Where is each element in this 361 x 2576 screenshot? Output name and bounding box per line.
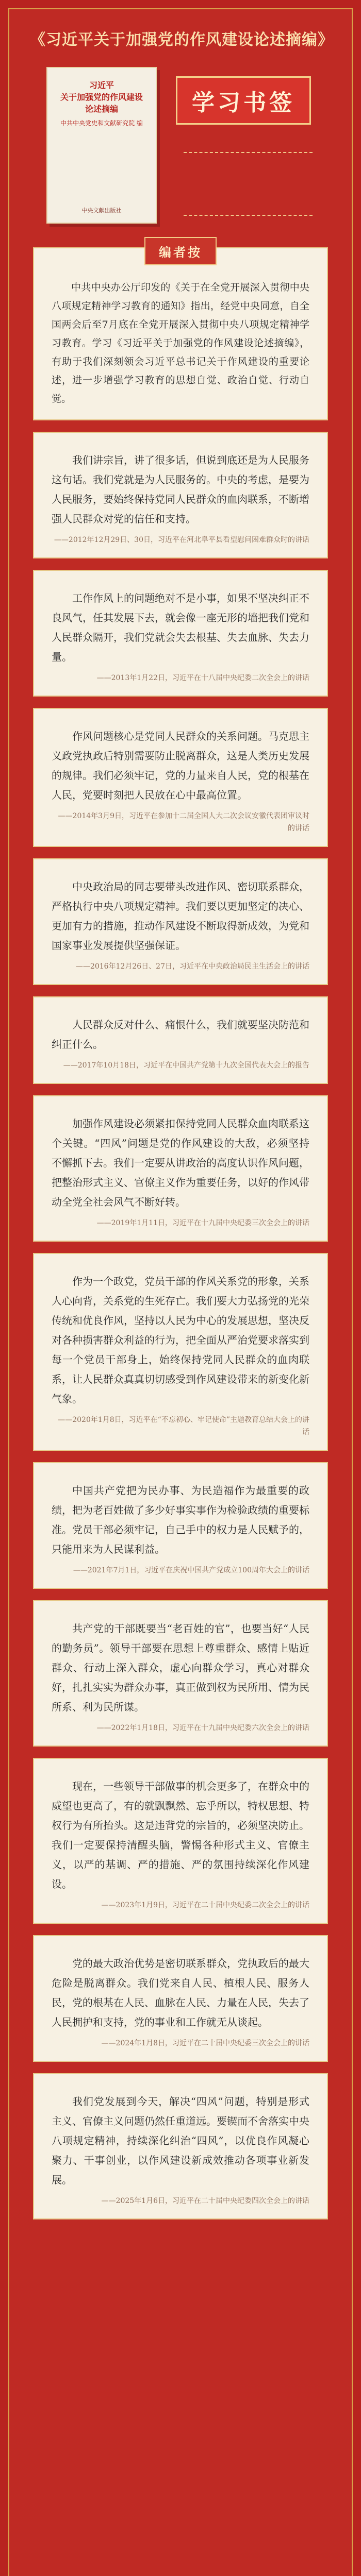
editor-note-text: 中共中央办公厅印发的《关于在全党开展深入贯彻中央八项规定精神学习教育的通知》指出，经党中央同意，自全国两会后至7月底在全党开展深入贯彻中央八项规定精神学习教育。学习《习近平关于加强党的作风建设论述摘编》，有助于我们深刻领会习近平总书记关于作风建设的重要论述，进一步增强学习教育的思想自觉、政治自觉、行动自觉。 [52, 282, 309, 404]
quote-card-6 [33, 1095, 328, 1242]
quote-card-7 [33, 1253, 328, 1451]
quote-card-3 [33, 708, 328, 847]
quote-text: 党的最大政治优势是密切联系群众，党执政后的最大危险是脱离群众。我们党来自人民、植根人民、服务人民，党的根基在人民、血脉在人民、力量在人民，失去了人民拥护和支持，党的事业和工作就无从谈起。 [52, 1957, 309, 2028]
quote-card-9 [33, 1600, 328, 1747]
decorative-lines [184, 152, 313, 216]
bookmark-seal: 学习书签 [176, 76, 311, 125]
quote-source: ——2022年1月18日，习近平在十九届中央纪委六次全会上的讲话 [96, 1724, 309, 1732]
quote-text: 作风问题核心是党同人民群众的关系问题。马克思主义政党执政后特别需要防止脱离群众，这是人类历史发展的规律。我们必须牢记，党的力量来自人民，党的根基在人民，党要时刻把人民放在心中最高位置。 [52, 730, 309, 801]
book-title-line1: 习近平 [89, 80, 114, 90]
quote-source: ——2020年1月8日，习近平在“不忘初心、牢记使命”主题教育总结大会上的讲话 [58, 1416, 309, 1436]
hero [33, 62, 328, 247]
quote-source: ——2014年3月9日，习近平在参加十二届全国人大二次会议安徽代表团审议时的讲话 [58, 812, 309, 833]
quote-card-12 [33, 2073, 328, 2219]
quote-source: ——2016年12月26日、27日，习近平在中央政治局民主生活会上的讲话 [75, 962, 309, 971]
quote-text: 工作作风上的问题绝对不是小事，如果不坚决纠正不良风气，任其发展下去，就会像一座无形的墙把我们党和人民群众隔开，我们党就会失去根基、失去血脉、失去力量。 [52, 592, 309, 663]
book-title-line2: 关于加强党的作风建设 [60, 92, 143, 103]
quote-card-5 [33, 996, 328, 1084]
quote-text: 现在，一些领导干部做事的机会更多了，在群众中的威望也更高了，有的就飘飘然、忘乎所以，特权思想、特权行为有所抬头。这是违背党的宗旨的，必须坚决防止。我们一定要保持清醒头脑，警惕各种形式主义、官僚主义，以严的基调、严的措施、严的氛围持续深化作风建设。 [52, 1780, 309, 1890]
quote-card-11 [33, 1935, 328, 2062]
quote-text: 我们党发展到今天，解决“四风”问题，特别是形式主义、官僚主义问题仍然任重道远。要锲而不舍落实中央八项规定精神，持续深化纠治“四风”，以优良作风凝心聚力、干事创业，以作风建设新成效推动各项事业新发展。 [52, 2095, 309, 2186]
page-frame [8, 8, 353, 2576]
quote-text: 中央政治局的同志要带头改进作风、密切联系群众，严格执行中央八项规定精神。我们要以更加坚定的决心、更加有力的措施，推动作风建设不断取得新成效，为党和国家事业发展提供坚强保证。 [52, 880, 309, 952]
quote-text: 共产党的干部既要当“老百姓的官”，也要当好“人民的勤务员”。领导干部要在思想上尊重群众、感情上贴近群众、行动上深入群众，虚心向群众学习，真心对群众好，扎扎实实为群众办事，真正做到权为民所用、情为民所系、利为民所谋。 [52, 1622, 309, 1713]
quote-text: 加强作风建设必须紧扣保持党同人民群众血肉联系这个关键。“四风”问题是党的作风建设的大敌，必须坚持不懈抓下去。我们一定要从讲政治的高度认识作风问题，把整治形式主义、官僚主义作为重要任务，以好的作风带动全党全社会风气不断好转。 [52, 1117, 309, 1208]
book-title-line3: 论述摘编 [85, 104, 118, 114]
quote-source: ——2012年12月29日、30日，习近平在河北阜平县看望慰问困难群众时的讲话 [54, 536, 309, 544]
editor-note-card [33, 247, 328, 420]
quote-source: ——2023年1月9日，习近平在二十届中央纪委二次全会上的讲话 [101, 1901, 309, 1909]
quote-card-4 [33, 858, 328, 985]
quote-text: 中国共产党把为民办事、为民造福作为最重要的政绩，把为老百姓做了多少好事实事作为检验政绩的重要标准。党员干部必须牢记，自己手中的权力是人民赋予的，只能用来为人民谋利益。 [52, 1484, 309, 1555]
quote-card-1 [33, 432, 328, 558]
quote-card-2 [33, 570, 328, 697]
quote-source: ——2013年1月22日，习近平在十八届中央纪委二次全会上的讲话 [96, 674, 309, 682]
quote-text: 作为一个政党，党员干部的作风关系党的形象，关系人心向背，关系党的生死存亡。我们要大力弘扬党的光荣传统和优良作风，坚持以人民为中心的发展思想，坚决反对各种损害群众利益的行为，把全面从严治党要求落实到每一个党员干部身上，始终保持党同人民群众的血肉联系，让人民群众真真切切感受到作风建设带来的新变化新气象。 [52, 1275, 309, 1405]
quote-card-10 [33, 1758, 328, 1924]
quote-source: ——2024年1月8日，习近平在二十届中央纪委三次全会上的讲话 [101, 2039, 309, 2047]
book-publisher: 中央文献出版社 [81, 207, 122, 214]
quote-text: 我们讲宗旨，讲了很多话，但说到底还是为人民服务这句话。我们党就是为人民服务的。中央的考虑，是要为人民服务，要始终保持党同人民群众的血肉联系，不断增强人民群众对党的信任和支持。 [52, 454, 309, 525]
quote-source: ——2021年7月1日，习近平在庆祝中国共产党成立100周年大会上的讲话 [73, 1566, 309, 1574]
editor-note-tag: 编者按 [144, 237, 217, 265]
page-title: 《习近平关于加强党的作风建设论述摘编》 [30, 31, 334, 49]
book-title [56, 79, 147, 115]
quote-source: ——2019年1月11日，习近平在十九届中央纪委三次全会上的讲话 [96, 1219, 309, 1227]
quote-card-8 [33, 1462, 328, 1589]
book-cover [46, 67, 157, 224]
book-subtitle: 中共中央党史和文献研究院 编 [60, 119, 143, 127]
quote-source: ——2025年1月6日，习近平在二十届中央纪委四次全会上的讲话 [101, 2197, 309, 2205]
quote-text: 人民群众反对什么、痛恨什么，我们就要坚决防范和纠正什么。 [52, 1019, 309, 1050]
quote-source: ——2017年10月18日，习近平在中国共产党第十九次全国代表大会上的报告 [63, 1061, 309, 1070]
bookmark-badge [166, 62, 321, 139]
